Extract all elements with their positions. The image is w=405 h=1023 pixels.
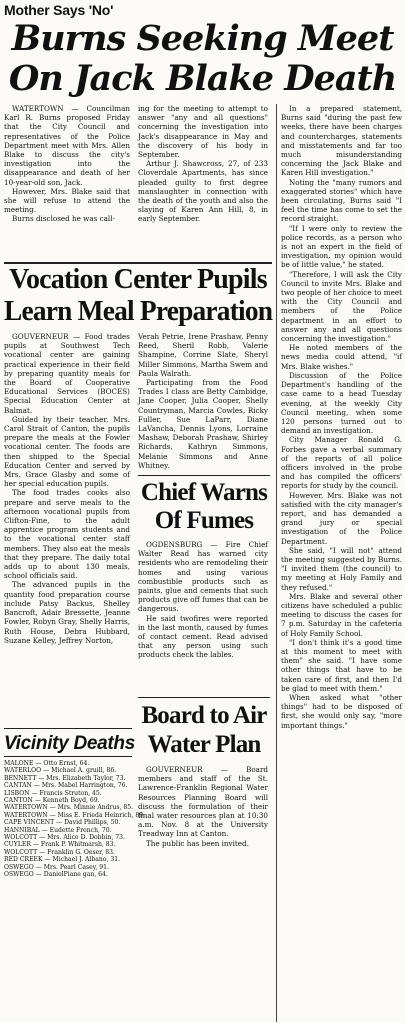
story1-headline-line2: On Jack Blake Death	[8, 58, 397, 99]
list-item: CANTAN — Mrs. Mabel Harrington, 76.	[4, 782, 128, 790]
story1-c3-p11: "I don't think it's a good time at this moment to meet with them" she said. "I have some other things that have to be taken care of first, and then I'd be glad to meet with them."	[281, 637, 402, 693]
section-separator	[4, 728, 132, 729]
story3-p1: OGDENSBURG — Fire Chief Walter Read has warned city residents who are remodeling their homes and using various combustible products such as paints, glue and cements that such products give off fumes that can be dangerous.	[138, 540, 268, 614]
story1-c3-p12: When asked what "other things" had to be disposed of first, she would only say, "more important things."	[281, 693, 402, 730]
story2-c1-p3: The food trades cooks also prepare and serve meals to the afternoon vocational pupils from Clifton-Fine, to the adult apprentice program students and to the vocational center staff members. They also eat the meals that they prepare. The daily total adds up to about 130 meals, school officials said.	[4, 488, 130, 581]
section-separator	[4, 756, 132, 757]
list-item: HANNIBAL — Eudette French, 70.	[4, 826, 112, 834]
story2-c2-p1: Verah Petrie, Irene Prashaw, Penny Reed, Sheril Robb, Valerie Shampine, Corrine Slate, Sheryl Miller Simmons, Martha Swem and Paula Walrath.	[138, 332, 268, 378]
story2-c1-p4: The advanced pupils in the quantity food preparation course include Patsy Backus, Shelley Bancroft, Adair Bressette, Jeanne Fowler, Robyn Gray, Shelly Harris, Ruth House, Debra Hubbard, Suzane Kelley, Jeffrey Norton,	[4, 580, 130, 645]
story2-c1-p2: Guided by their teacher, Mrs. Carol Strait of Canton, the pupils prepare the meals at the Fowler vocational center. The foods are then shipped to the Special Education Center and served by Mrs. Grace Glasby and some of her special education pupils.	[4, 414, 130, 489]
story1-c1-p2: However, Mrs. Blake said that she will refuse to attend the meeting.	[4, 186, 130, 215]
story1-column-1	[4, 104, 130, 258]
story3-headline-line2: Of Fumes	[154, 507, 254, 534]
list-item: RED CREEK — Michael J. Albano, 31.	[4, 856, 121, 864]
list-item: BENNETT — Mrs. Elizabeth Taylor, 73.	[4, 774, 126, 782]
story1-headline-line1: Burns Seeking Meet	[11, 18, 394, 59]
story4-body	[138, 765, 268, 1021]
story1-c1-p1: WATERTOWN — Councilman Karl R. Burns proposed Friday that the City Council and representatives of the Police Department meet with Mrs. Allen Blake to discuss the city's investigation into the disappearance and death of her 10-year-old son, Jack.	[4, 104, 130, 187]
story2-headline-line1: Vocation Center Pupils	[9, 264, 267, 295]
list-item: WOLCOTT — Franklin G. Oeser, 83.	[4, 848, 115, 856]
story4-p2: The public has been invited.	[146, 838, 249, 848]
list-item: WATERTOWN — Miss E. Frieda Heinrich, 89.	[4, 811, 146, 819]
story3-headline-line1: Chief Warns	[140, 479, 268, 506]
story2-headline-line2: Learn Meal Preparation	[4, 296, 273, 327]
story1-c2-p2: Arthur J. Shawcross, 27, of 233 Cloverdale Apartments, has since pleaded guilty to first degree manslaughter in connection with the death of the youth and also the slaying of Karen Ann Hill, 8, in early September.	[138, 159, 268, 224]
story1-c3-p4: "Therefore, I will ask the City Council to invite Mrs. Blake and two people of her choice to meet with the City Council and members of the Police department in an effort to answer any and all questions concerning the investigation."	[281, 269, 402, 344]
story1-c3-p9: She said, "I will not" attend the meeting suggested by Burns. "I invited them (the council) to my meeting at Holy Family and they refused."	[281, 545, 402, 592]
story1-c2-p1: ing for the meeting to attempt to answer "any and all questions" concerning the investigation into Jack's disappearance in May and the discovery of his body in September.	[138, 104, 268, 160]
list-item: OSWEGO — Mrs. Pearl Casey, 91.	[4, 863, 109, 871]
story1-column-2	[138, 104, 268, 258]
story3-body	[138, 540, 268, 693]
story1-c3-p6: Discussion of the Police Department's handling of the case came to a head Tuesday evening, at the weekly City Council meeting, when some 120 persons turned out to demand an investigation.	[281, 370, 402, 436]
story3-p2: He said twofires were reported in the last month, caused by fumes of contact cement. Read advised that any person using such products check the lables.	[138, 613, 268, 660]
story1-kicker: Mother Says 'No'	[4, 2, 114, 18]
list-item: MALONE — Otto Ernst, 64.	[4, 760, 90, 767]
list-item: LISBON — Francis Struton, 45.	[4, 789, 102, 797]
vicinity-deaths-title: Vicinity Deaths	[4, 733, 136, 754]
story-separator	[138, 697, 270, 698]
vicinity-deaths-list	[4, 760, 146, 879]
story2-column-1	[4, 332, 130, 724]
story1-c3-p7: City Manager Ronald G. Forbes gave a verbal summary of the reports of all police officers involved in the probe and has compiled the officers' reports for study by the council.	[281, 435, 402, 491]
list-item: WOLCOTT — Mrs. Alice D. Dobbin, 73.	[4, 834, 125, 842]
column-divider	[276, 104, 277, 1022]
story2-c2-p2: Participating from the Food Trades I class are Betty Cambidge, Jane Cooper, Julia Cooper, Shelly Countryman, Marcia Cowles, Ricky Fuller, Sue LaParr, Diane LaVancha, Dennis Lyons, Lorraine Mashaw, Deborah Prashaw, Shirley Richards, Kathryn Simmons, Melanie Simmons and Anne Whitney.	[138, 378, 268, 470]
story-separator	[138, 475, 270, 476]
list-item: CAPE VINCENT — David Phillips, 50.	[4, 819, 121, 827]
story1-c3-p8: However, Mrs. Blake was not satisfied with the city manager's report, and has demanded a grand jury or special investigation of the Police Department.	[281, 490, 402, 546]
story1-c3-p10: Mrs. Blake and several other citizens have scheduled a public meeting to discuss the cases for 7 p.m. Saturday in the cafeteria of Holy Family School.	[281, 591, 402, 638]
list-item: OSWEGO — DanielPiane gan, 64.	[4, 871, 108, 879]
list-item: CUYLER — Frank P. Whitmarsh, 83.	[4, 841, 116, 849]
story4-headline-line1: Board to Air	[141, 702, 267, 729]
story4-p1: GOUVERNEUR — Board members and staff of the St. Lawrence-Franklin Regional Water Resources Planning Board will discuss the formulation of their final water resources plan at 10:30 a.m. Nov. 8 at the University Treadway Inn at Canton.	[138, 765, 268, 839]
story1-c3-p5: He noted members of the news media could attend, "if Mrs. Blake wishes."	[281, 343, 402, 371]
story4-headline-line2: Water Plan	[147, 731, 261, 758]
story1-c1-p3: Burns disclosed he was call-	[12, 214, 115, 224]
list-item: WATERLOO — Michael A. gruill, 86.	[4, 767, 117, 775]
story1-column-3	[281, 104, 402, 1021]
story1-c3-p3: "If I were only to review the police records, as a person who is not an expert in the field of investigation, my opinion would be of little value," he stated.	[281, 223, 402, 270]
story1-c3-p2: Noting the "many rumors and exaggerated stories" which have been circulating, Burns said "I feel the time has come to set the record straight.	[281, 177, 402, 224]
story1-c3-p1: In a prepared statement, Burns said "during the past few weeks, there have been charges and countercharges, statements and misstatements and far too much misunderstanding concerning the Jack Blake and Karen Hill investigation."	[281, 104, 402, 178]
list-item: CANTON — Kenneth Boyd, 69.	[4, 797, 100, 805]
list-item: WATERTOWN — Mrs. Minnie Andrus, 85.	[4, 804, 134, 812]
story2-c1-p1: GOUVERNEUR — Food trades pupils at Southwest Tech vocational center are gaining practical experience in their field by preparing quantity meals for the Board of Cooperative Educational Services (BOCES) Special Education Center at Balmat.	[4, 332, 130, 415]
story2-column-2	[138, 332, 268, 470]
